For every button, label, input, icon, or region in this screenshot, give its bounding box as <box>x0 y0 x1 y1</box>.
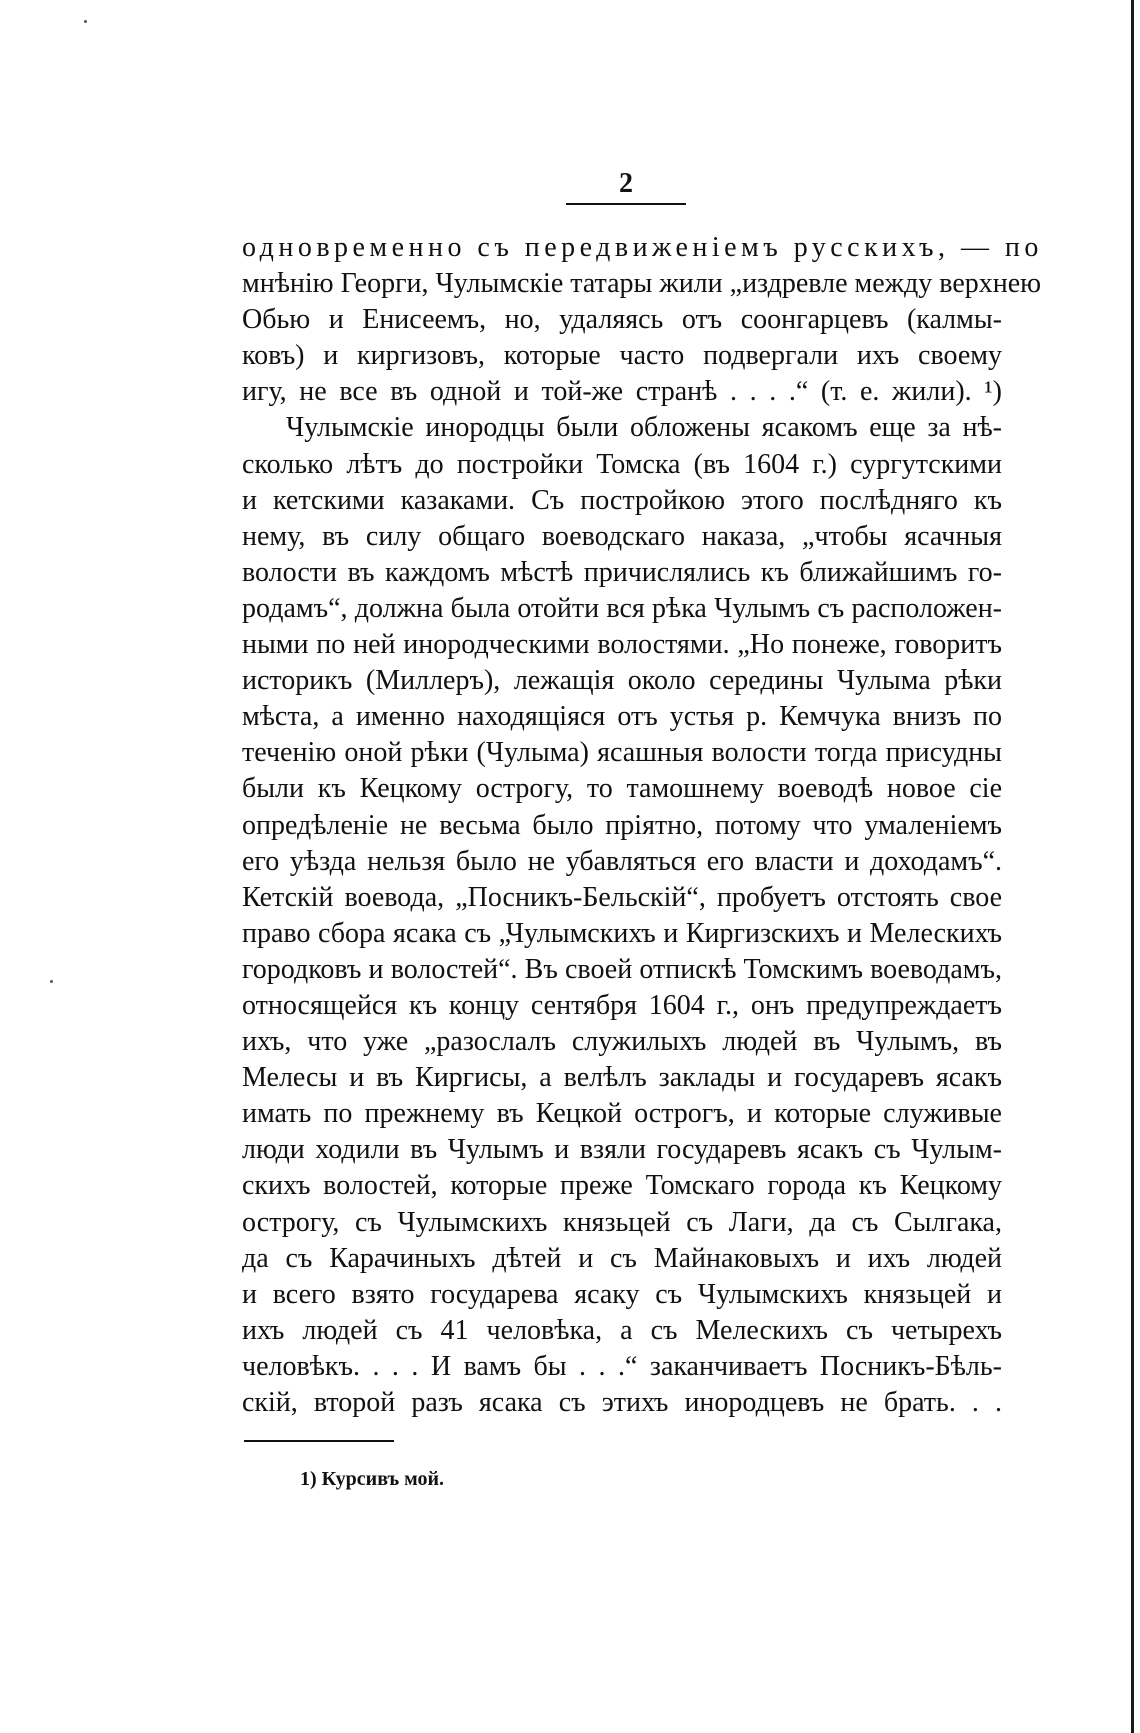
text-line: и кетскими казаками. Съ постройкою этого послѣдняго къ <box>242 484 1002 516</box>
text-line: Мелесы и въ Киргисы, а велѣлъ заклады и государевъ ясакъ <box>242 1062 1002 1094</box>
scan-edge-line <box>1131 0 1134 1733</box>
page-number-rule <box>566 203 686 205</box>
text-line: родамъ“, должна была отойти вся рѣка Чулымъ съ расположен- <box>242 592 1002 624</box>
text-line: ихъ, что уже „разослалъ служилыхъ людей въ Чулымъ, въ <box>242 1026 1002 1058</box>
text-line: мѣста, а именно находящіяся отъ устья р. Кемчука внизъ по <box>242 701 1002 733</box>
scan-speck <box>50 980 53 983</box>
text-line: одновременно съ передвиженіемъ русскихъ, — по <box>242 232 1043 263</box>
footnote-rule <box>244 1440 394 1442</box>
text-line: и всего взято государева ясаку съ Чулымскихъ князьцей и <box>242 1278 1002 1310</box>
text-line: Кетскій воевода, „Посникъ-Бельскій“, пробуетъ отстоять свое <box>242 881 1002 913</box>
text-line: право сбора ясака съ „Чулымскихъ и Киргизскихъ и Мелескихъ <box>242 917 1002 949</box>
text-line: историкъ (Миллеръ), лежащія около середины Чулыма рѣки <box>242 665 1002 697</box>
text-line: скій, второй разъ ясака съ этихъ инородцевъ не брать. . . <box>242 1387 1002 1418</box>
text-line: человѣкъ. . . . И вамъ бы . . .“ заканчиваетъ Посникъ-Бѣль- <box>242 1350 1002 1382</box>
text-line: теченію оной рѣки (Чулыма) ясашныя волости тогда присудны <box>242 737 1002 769</box>
text-line: мнѣнію Георги, Чулымскіе татары жили „издревле между верхнею <box>242 268 1042 300</box>
text-line: ными по ней инородческими волостями. „Но понеже, говоритъ <box>242 629 1002 661</box>
text-line: скихъ волостей, которые преже Томскаго города къ Кецкому <box>242 1170 1002 1202</box>
footnote: 1) Курсивъ мой. <box>300 1468 445 1490</box>
page-number: 2 <box>619 168 633 199</box>
text-line: ихъ людей съ 41 человѣка, а съ Мелескихъ съ четырехъ <box>242 1314 1002 1346</box>
scan-speck <box>84 20 87 23</box>
text-line: городковъ и волостей“. Въ своей отпискѣ Томскимъ воеводамъ, <box>242 953 1002 985</box>
text-line: ковъ) и киргизовъ, которые часто подвергали ихъ своему <box>242 340 1002 372</box>
text-line: сколько лѣтъ до постройки Томска (въ 1604 г.) сургутскими <box>242 448 1002 480</box>
text-line: да съ Карачиныхъ дѣтей и съ Майнаковыхъ и ихъ людей <box>242 1242 1002 1274</box>
text-line: игу, не все въ одной и той-же странѣ . . . .“ (т. е. жили). ¹) <box>242 376 1002 408</box>
main-text <box>242 230 1043 1421</box>
text-line: Чулымскіе инородцы были обложены ясакомъ еще за нѣ- <box>286 412 1002 444</box>
text-line: волости въ каждомъ мѣстѣ причислялись къ ближайшимъ го- <box>242 556 1002 588</box>
text-line: опредѣленіе не весьма было пріятно, потому что умаленіемъ <box>242 809 1002 841</box>
text-line: были къ Кецкому острогу, то тамошнему воеводѣ новое сіе <box>242 773 1002 805</box>
text-line: люди ходили въ Чулымъ и взяли государевъ ясакъ съ Чулым- <box>242 1134 1002 1166</box>
text-line: относящейся къ концу сентября 1604 г., онъ предупреждаетъ <box>242 989 1002 1021</box>
text-line: его уѣзда нельзя было не убавляться его власти и доходамъ“. <box>242 845 1002 877</box>
text-line: имать по прежнему въ Кецкой острогъ, и которые служивые <box>242 1098 1002 1130</box>
text-line: нему, въ силу общаго воеводскаго наказа, „чтобы ясачныя <box>242 520 1002 552</box>
text-line: острогу, съ Чулымскихъ князьцей съ Лаги, да съ Сылгака, <box>242 1206 1002 1238</box>
text-line: Обью и Енисеемъ, но, удаляясь отъ соонгарцевъ (калмы- <box>242 304 1002 336</box>
